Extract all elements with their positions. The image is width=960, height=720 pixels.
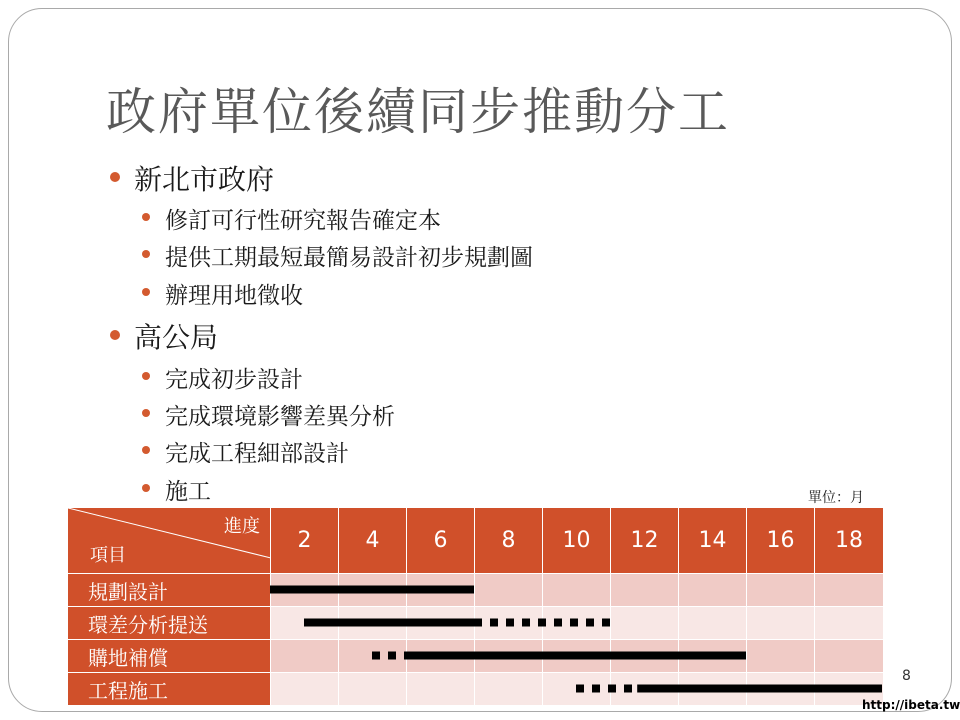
month-header: 14 [679, 508, 747, 574]
page-number: 8 [902, 668, 911, 684]
table-row [68, 673, 884, 706]
month-header: 2 [271, 508, 339, 574]
bullet-l2: 修訂可行性研究報告確定本 [165, 208, 441, 234]
bullet-l2: 提供工期最短最簡易設計初步規劃圖 [165, 245, 533, 271]
bullet-l2: 施工 [165, 479, 211, 505]
month-header: 18 [815, 508, 884, 574]
bullet-l2: 完成工程細部設計 [165, 441, 349, 467]
bullet-dot [142, 213, 150, 221]
bullet-l2: 完成初步設計 [165, 367, 303, 393]
month-header: 10 [543, 508, 611, 574]
bullet-l1: 新北市政府 [134, 163, 275, 196]
table-row [68, 640, 884, 673]
unit-note: 單位：月 [808, 490, 864, 506]
watermark: http://ibeta.tw [862, 698, 960, 712]
table-row [68, 574, 884, 607]
row-label: 購地補償 [68, 640, 271, 673]
bullet-dot [142, 484, 150, 492]
table-row [68, 607, 884, 640]
row-label: 環差分析提送 [68, 607, 271, 640]
bullet-l2: 辦理用地徵收 [165, 283, 303, 309]
month-header: 4 [339, 508, 407, 574]
header-corner-cell [68, 508, 271, 574]
header-progress-label: 進度 [224, 516, 260, 537]
header-item-label: 項目 [90, 545, 126, 566]
bullet-dot [110, 330, 120, 340]
bullet-dot [142, 409, 150, 417]
bullet-dot [142, 446, 150, 454]
row-label: 規劃設計 [68, 574, 271, 607]
row-label: 工程施工 [68, 673, 271, 706]
bullet-l1: 高公局 [134, 321, 219, 354]
month-header: 6 [407, 508, 475, 574]
month-header: 12 [611, 508, 679, 574]
bullet-dot [142, 372, 150, 380]
bullet-dot [142, 288, 150, 296]
bullet-dot [142, 250, 150, 258]
table-header-row [68, 508, 884, 574]
month-header: 8 [475, 508, 543, 574]
bullet-l2: 完成環境影響差異分析 [165, 404, 395, 430]
month-header: 16 [747, 508, 815, 574]
schedule-table [67, 507, 884, 706]
slide-title: 政府單位後續同步推動分工 [106, 83, 730, 141]
bullet-dot [110, 172, 120, 182]
